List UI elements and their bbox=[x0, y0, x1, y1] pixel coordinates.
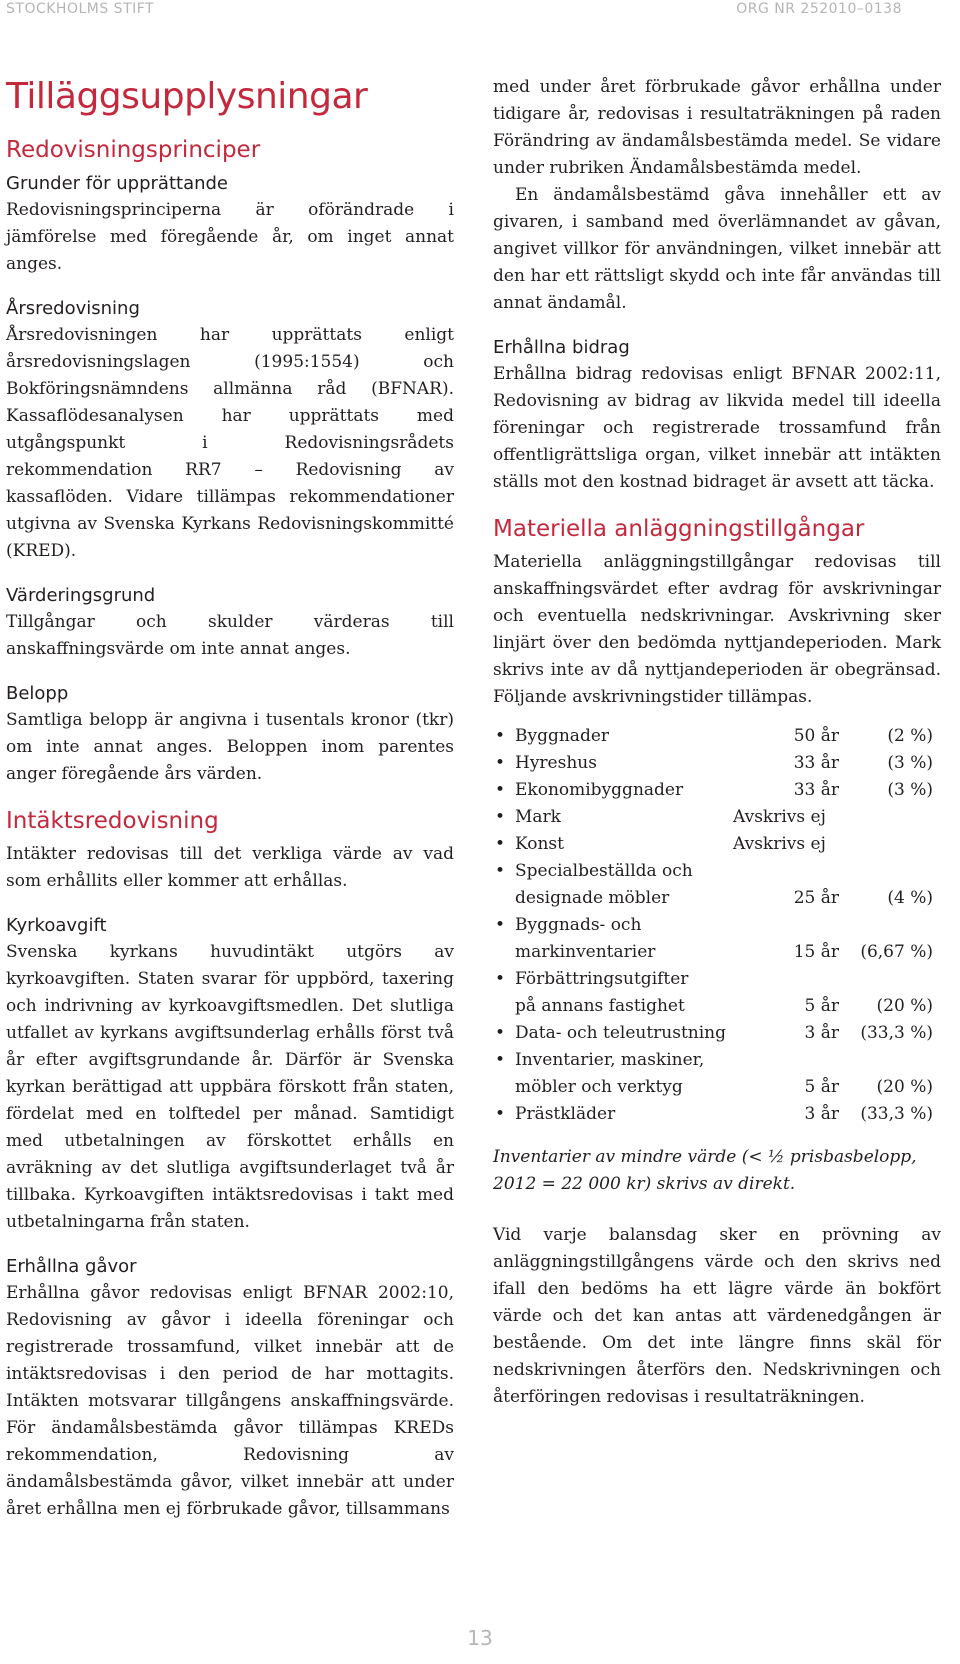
note-low-value-inventory: Inventarier av mindre värde (< ½ prisbasbelopp, 2012 = 22 000 kr) skrivs av direkt. bbox=[493, 1147, 917, 1194]
paragraph-andamalsbestamd-gava: En ändamålsbestämd gåva innehåller ett av givaren, i samband med överlämnandet av gåvan, angivet villkor för användningen, vilket innebär att den har ett rättsligt skydd och inte får användas till annat ändamål. bbox=[493, 185, 941, 313]
block-varderingsgrund bbox=[6, 582, 454, 663]
item-name-line1: • Inventarier, maskiner, bbox=[515, 1050, 705, 1070]
subheading-arsredovisning: Årsredovisning bbox=[6, 298, 140, 319]
left-column bbox=[6, 70, 454, 1540]
paragraph-intakter: Intäkter redovisas till det verkliga värde av vad som erhållits eller kommer att erhållas. bbox=[6, 844, 454, 891]
block-arsredovisning bbox=[6, 295, 454, 565]
item-rate: (20 %) bbox=[876, 996, 933, 1016]
item-rate: (2 %) bbox=[887, 726, 933, 746]
block-belopp bbox=[6, 680, 454, 788]
item-name: • Hyreshus bbox=[515, 753, 597, 773]
section-title-intaktsredovisning: Intäktsredovisning bbox=[6, 808, 219, 834]
subheading-kyrkoavgift: Kyrkoavgift bbox=[6, 915, 107, 936]
item-name: • Byggnader bbox=[515, 726, 610, 746]
subheading-erhallna-bidrag: Erhållna bidrag bbox=[493, 337, 630, 358]
paragraph-arsredovisning: Årsredovisningen har upprättats enligt årsredovisningslagen (1995:1554) och Bokföringsnämndens allmänna råd (BFNAR). Kassaflödesanalysen har upprättats med utgångspunkt i Redovisningsrådets rekommendation RR7 – Redovisning av kassaflöden. Vidare tillämpas rekommendationer utgivna av Svenska Kyrkans Redovisningskommitté (KRED). bbox=[6, 325, 454, 561]
list-item bbox=[493, 804, 941, 831]
paragraph-erhallna-gavor: Erhållna gåvor redovisas enligt BFNAR 2002:10, Redovisning av gåvor i ideella föreningar och registrerade trossamfund, vilket innebär att de intäktsredovisas i den period de har mottagits. Intäkten motsvarar tillgångens anskaffningsvärde. För ändamålsbestämda gåvor tillämpas KREDs rekommendation, Redovisning av ändamålsbestämda gåvor, vilket innebär att under året erhållna men ej förbrukade gåvor, tillsammans bbox=[6, 1283, 454, 1519]
block-kyrkoavgift bbox=[6, 912, 454, 1236]
list-item bbox=[493, 1020, 941, 1047]
paragraph-grunder: Redovisningsprinciperna är oförändrade i jämförelse med föregående år, om inget annat anges. bbox=[6, 200, 454, 274]
page-title: Tilläggsupplysningar bbox=[6, 76, 368, 117]
list-item bbox=[493, 858, 941, 912]
paragraph-belopp: Samtliga belopp är angivna i tusentals kronor (tkr) om inte annat anges. Beloppen inom parentes anger föregående års värden. bbox=[6, 710, 454, 784]
block-grunder bbox=[6, 170, 454, 278]
paragraph-materiella: Materiella anläggningstillgångar redovisas till anskaffningsvärdet efter avdrag för avskrivningar och eventuella nedskrivningar. Avskrivning sker linjärt över den bedömda nyttjandeperioden. Mark skrivs inte av då nyttjandeperioden är obegränsad. Följande avskrivningstider tillämpas. bbox=[493, 552, 941, 707]
paragraph-erhallna-bidrag: Erhållna bidrag redovisas enligt BFNAR 2002:11, Redovisning av bidrag av likvida medel till ideella föreningar och registrerade trossamfund från offentligrättsliga organ, vilket innebär att intäkten ställs mot den kostnad bidraget är avsett att täcka. bbox=[493, 364, 941, 492]
list-item bbox=[493, 912, 941, 966]
block-erhallna-gavor bbox=[6, 1253, 454, 1523]
list-item bbox=[493, 831, 941, 858]
subheading-erhallna-gavor: Erhållna gåvor bbox=[6, 1256, 137, 1277]
item-period: 5 år bbox=[804, 1077, 839, 1097]
item-rate: (33,3 %) bbox=[860, 1104, 933, 1124]
list-item bbox=[493, 1047, 941, 1101]
paragraph-kyrkoavgift: Svenska kyrkans huvudintäkt utgörs av kyrkoavgiften. Staten svarar för uppbörd, taxering och indrivning av kyrkoavgiftsmedlen. Det slutliga utfallet av kyrkans avgiftsunderlag erhålls först två år efter avgiftsgrundande år. Därför är Svenska kyrkan berättigad att uppbära förskott från staten, fördelat med en tolftedel per månad. Samtidigt med utbetalningen av förskottet erhålls en avräkning av det slutliga avgiftsunderlaget två år tillbaka. Kyrkoavgiften intäktsredovisas i takt med utbetalningarna från staten. bbox=[6, 942, 454, 1232]
list-item bbox=[493, 750, 941, 777]
paragraph-gavor-continued: med under året förbrukade gåvor erhållna under tidigare år, redovisas i resultaträkningen på raden Förändring av ändamålsbestämda medel. Se vidare under rubriken Ändamålsbestämda medel. bbox=[493, 77, 941, 178]
item-name-line1: • Specialbeställda och bbox=[515, 861, 693, 881]
item-name: • Mark bbox=[515, 807, 561, 827]
item-rate: (20 %) bbox=[876, 1077, 933, 1097]
header-org-number: ORG NR 252010–0138 bbox=[736, 1, 902, 17]
section-title-redovisningsprinciper: Redovisningsprinciper bbox=[6, 137, 261, 163]
list-item bbox=[493, 777, 941, 804]
item-period: Avskrivs ej bbox=[733, 834, 826, 854]
item-name-line2: möbler och verktyg bbox=[515, 1077, 683, 1097]
right-column bbox=[493, 74, 941, 1411]
item-period: 50 år bbox=[793, 726, 839, 746]
item-name: • Ekonomibyggnader bbox=[515, 780, 684, 800]
page-number: 13 bbox=[467, 1626, 493, 1650]
item-rate: (3 %) bbox=[887, 780, 933, 800]
block-erhallna-bidrag bbox=[493, 334, 941, 496]
paragraph-nedskrivning: Vid varje balansdag sker en prövning av anläggningstillgångens värde och den skrivs ned ifall den bedöms ha ett lägre värde än bokfört värde och det kan antas att värdenedgången är bestående. Om det inte längre finns skäl för nedskrivningen återförs den. Nedskrivningen och återföringen redovisas i resultaträkningen. bbox=[493, 1225, 941, 1407]
item-period: 33 år bbox=[793, 753, 839, 773]
item-name: • Konst bbox=[515, 834, 564, 854]
item-name-line1: • Förbättringsutgifter bbox=[515, 969, 689, 989]
item-name-line2: designade möbler bbox=[515, 888, 670, 908]
subheading-belopp: Belopp bbox=[6, 683, 69, 704]
paragraph-varderingsgrund: Tillgångar och skulder värderas till anskaffningsvärde om inte annat anges. bbox=[6, 612, 454, 659]
subheading-varderingsgrund: Värderingsgrund bbox=[6, 585, 156, 606]
list-item bbox=[493, 1101, 941, 1128]
item-name: • Data- och teleutrustning bbox=[515, 1023, 727, 1043]
list-item bbox=[493, 966, 941, 1020]
section-title-materiella: Materiella anläggningstillgångar bbox=[493, 516, 865, 542]
item-name-line1: • Byggnads- och bbox=[515, 915, 642, 935]
item-period: 3 år bbox=[804, 1104, 839, 1124]
item-period: 3 år bbox=[804, 1023, 839, 1043]
block-intakter bbox=[6, 841, 454, 895]
item-period: 33 år bbox=[793, 780, 839, 800]
item-rate: (6,67 %) bbox=[860, 942, 933, 962]
item-rate: (4 %) bbox=[887, 888, 933, 908]
item-period: 5 år bbox=[804, 996, 839, 1016]
item-name-line2: på annans fastighet bbox=[515, 996, 685, 1016]
header-organization: STOCKHOLMS STIFT bbox=[6, 1, 155, 17]
item-rate: (33,3 %) bbox=[860, 1023, 933, 1043]
item-period: 25 år bbox=[793, 888, 839, 908]
list-item bbox=[493, 723, 941, 750]
item-rate: (3 %) bbox=[887, 753, 933, 773]
item-name-line2: markinventarier bbox=[515, 942, 656, 962]
item-period: 15 år bbox=[793, 942, 839, 962]
subheading-grunder: Grunder för upprättande bbox=[6, 173, 229, 194]
item-name: • Prästkläder bbox=[515, 1104, 616, 1124]
depreciation-list bbox=[493, 723, 941, 1128]
item-period: Avskrivs ej bbox=[733, 807, 826, 827]
